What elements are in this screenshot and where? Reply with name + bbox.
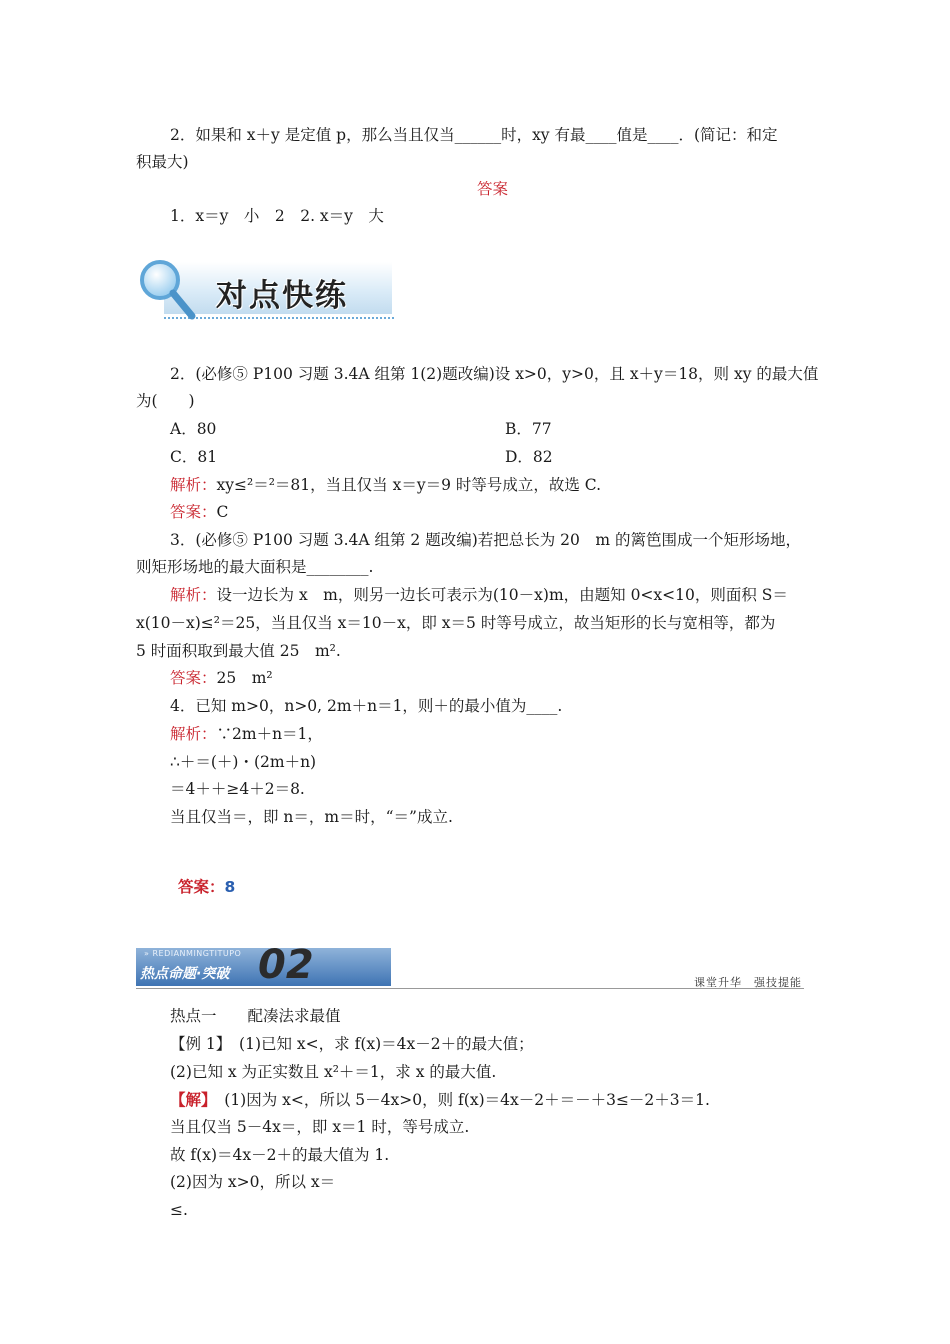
solution-line: ∴＋＝(＋)・(2m＋n) xyxy=(170,753,317,771)
answer-text: C xyxy=(216,503,229,521)
answer-text: 8 xyxy=(224,878,236,896)
option-c: C．81 xyxy=(170,448,218,466)
solution-line xyxy=(170,475,601,495)
solution-label: 解析： xyxy=(170,586,217,604)
solution-label: 解析： xyxy=(170,476,217,494)
question-2: 2．(必修⑤ P100 习题 3.4A 组第 1(2)题改编)设 x>0，y>0，且 x＋y＝18，则 xy 的最大值 xyxy=(170,365,819,383)
solution-line: (2)因为 x>0，所以 x＝ xyxy=(170,1173,336,1191)
solution-line: 当且仅当＝，即 n＝，m＝时，“＝”成立. xyxy=(170,808,453,826)
solution-text: 设一边长为 x m，则另一边长可表示为(10－x)m，由题知 0<x<10，则面积 S＝ xyxy=(216,586,788,604)
answer-line xyxy=(170,502,228,522)
question-3: 3．(必修⑤ P100 习题 3.4A 组第 2 题改编)若把总长为 20 m 的篱笆围成一个矩形场地， xyxy=(170,531,802,549)
section-banner-practice xyxy=(136,256,394,322)
question-4: 4．已知 m>0，n>0, 2m＋n＝1，则＋的最小值为____. xyxy=(170,697,563,715)
example-line xyxy=(170,1034,534,1054)
solution-text: xy≤²＝²＝81，当且仅当 x＝y＝9 时等号成立，故选 C. xyxy=(216,476,602,494)
option-b: B．77 xyxy=(505,420,552,438)
magnifier-icon xyxy=(136,256,198,322)
answer-label: 答案： xyxy=(170,669,217,687)
answer-heading: 答案 xyxy=(477,180,509,198)
example-label: 【例 1】 xyxy=(170,1035,224,1053)
solution-line xyxy=(170,585,788,605)
double-chevron-icon: » xyxy=(144,949,150,958)
solution-line xyxy=(170,1090,710,1110)
solution-line: ≤. xyxy=(170,1201,188,1219)
section-banner-hot-topics xyxy=(136,944,804,992)
banner-number: 02 xyxy=(258,942,314,988)
solution-line: 故 f(x)＝4x－2＋的最大值为 1. xyxy=(170,1146,390,1164)
answer-label: 答案： xyxy=(178,878,225,896)
option-a: A．80 xyxy=(170,420,217,438)
text-line: 积最大) xyxy=(136,153,189,171)
answer-label: 答案： xyxy=(170,503,217,521)
section-heading: 热点一 配凑法求最值 xyxy=(170,1007,341,1025)
banner-subtitle: » REDIANMINGTITUPO xyxy=(144,949,242,958)
solution-text: ∵2m＋n＝1， xyxy=(216,725,323,743)
solution-line: 5 时面积取到最大值 25 m². xyxy=(136,642,341,660)
solution-line xyxy=(170,724,323,744)
option-d: D．82 xyxy=(505,448,553,466)
answer-line xyxy=(178,877,235,897)
answer-line xyxy=(170,668,273,688)
text-line: 则矩形场地的最大面积是________. xyxy=(136,558,374,576)
solution-line: x(10－x)≤²＝25，当且仅当 x＝10－x，即 x＝5 时等号成立，故当矩形的长与宽相等，都为 xyxy=(136,614,776,632)
solution-label: 【解】 xyxy=(170,1090,209,1109)
solution-text: (1)因为 x<，所以 5－4x>0，则 f(x)＝4x－2＋＝－＋3≤－2＋3＝1. xyxy=(208,1091,710,1109)
solution-label: 解析： xyxy=(170,725,217,743)
text-line: 2．如果和 x＋y 是定值 p，那么当且仅当______时，xy 有最____值是____．(简记：和定 xyxy=(170,126,778,144)
banner-right-text: 课堂升华 强技提能 xyxy=(694,976,802,989)
banner-title: 对点快练 xyxy=(216,278,348,314)
answer-line: 1．x＝y 小 2 2. x＝y 大 xyxy=(170,207,384,225)
text-line: 为( ) xyxy=(136,392,195,410)
example-line: (2)已知 x 为正实数且 x²＋＝1，求 x 的最大值. xyxy=(170,1063,497,1081)
solution-line: 当且仅当 5－4x＝，即 x＝1 时，等号成立. xyxy=(170,1118,470,1136)
solution-line: ＝4＋＋≥4＋2＝8. xyxy=(170,780,305,798)
example-text: (1)已知 x<，求 f(x)＝4x－2＋的最大值； xyxy=(223,1035,534,1053)
banner-label: 热点命题·突破 xyxy=(140,966,230,982)
answer-text: 25 m² xyxy=(216,669,273,687)
